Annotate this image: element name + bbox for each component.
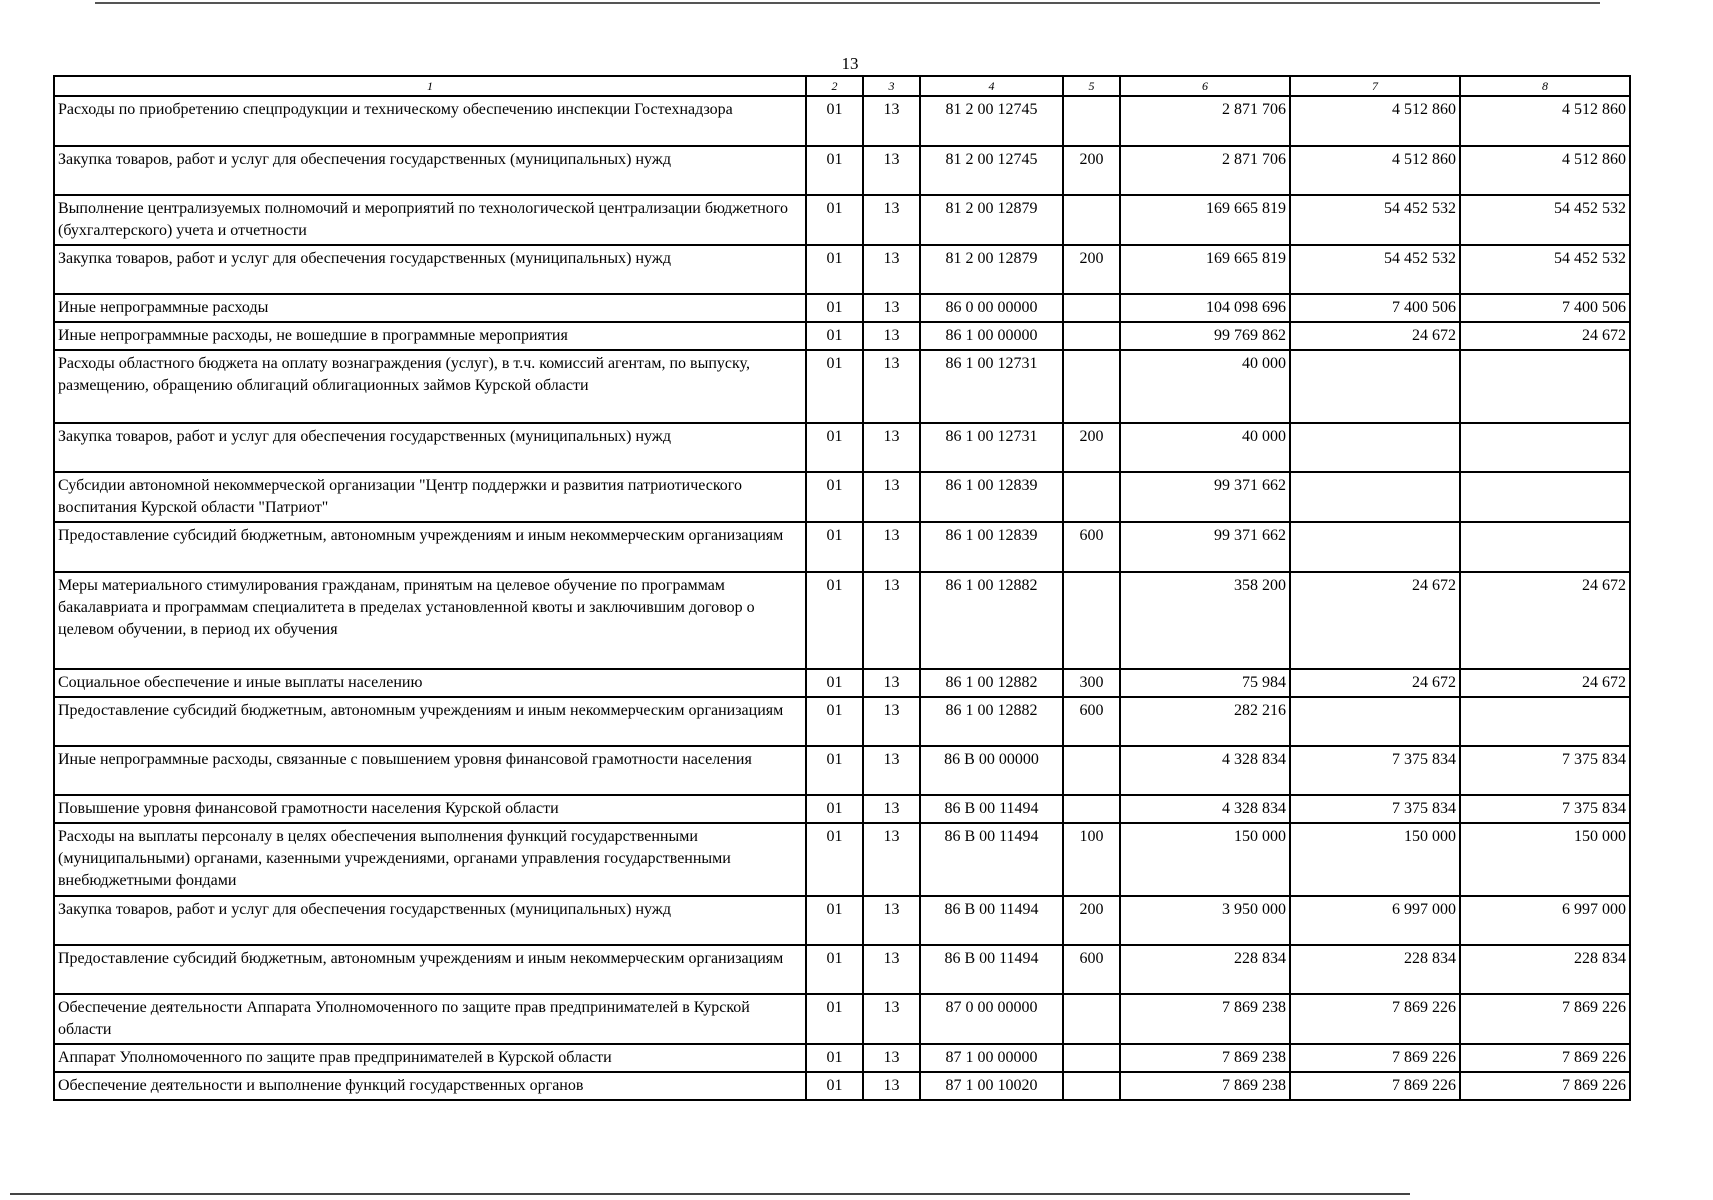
row-name: Предоставление субсидий бюджетным, автономным учреждениям и иным некоммерческим организациям bbox=[54, 522, 806, 572]
amount-year-1: 75 984 bbox=[1120, 669, 1290, 697]
amount-year-3: 7 869 226 bbox=[1460, 994, 1630, 1044]
amount-year-2: 228 834 bbox=[1290, 945, 1460, 994]
target-article-code: 87 0 00 00000 bbox=[920, 994, 1063, 1044]
subsection-code: 13 bbox=[863, 472, 920, 522]
section-code: 01 bbox=[806, 472, 863, 522]
section-code: 01 bbox=[806, 245, 863, 294]
column-header: 2 bbox=[806, 76, 863, 96]
amount-year-3: 7 400 506 bbox=[1460, 294, 1630, 322]
amount-year-1: 7 869 238 bbox=[1120, 1044, 1290, 1072]
amount-year-2: 7 375 834 bbox=[1290, 795, 1460, 823]
amount-year-3: 7 375 834 bbox=[1460, 795, 1630, 823]
row-name: Предоставление субсидий бюджетным, автономным учреждениям и иным некоммерческим организациям bbox=[54, 945, 806, 994]
amount-year-1: 3 950 000 bbox=[1120, 896, 1290, 945]
subsection-code: 13 bbox=[863, 896, 920, 945]
amount-year-3 bbox=[1460, 423, 1630, 472]
amount-year-3: 54 452 532 bbox=[1460, 245, 1630, 294]
expense-type-code bbox=[1063, 195, 1120, 245]
column-header: 8 bbox=[1460, 76, 1630, 96]
row-name: Закупка товаров, работ и услуг для обеспечения государственных (муниципальных) нужд bbox=[54, 146, 806, 195]
amount-year-1: 228 834 bbox=[1120, 945, 1290, 994]
amount-year-2: 6 997 000 bbox=[1290, 896, 1460, 945]
row-name: Аппарат Уполномоченного по защите прав предпринимателей в Курской области bbox=[54, 1044, 806, 1072]
expense-type-code bbox=[1063, 795, 1120, 823]
row-name: Меры материального стимулирования гражданам, принятым на целевое обучение по программам бакалавриата и программам специалитета в пределах установленной квоты и заключившим договор о целевом обучении, в период их обучения bbox=[54, 572, 806, 669]
target-article-code: 87 1 00 10020 bbox=[920, 1072, 1063, 1100]
target-article-code: 86 В 00 11494 bbox=[920, 823, 1063, 896]
section-code: 01 bbox=[806, 669, 863, 697]
expense-type-code: 600 bbox=[1063, 697, 1120, 746]
amount-year-3 bbox=[1460, 350, 1630, 423]
target-article-code: 86 1 00 12839 bbox=[920, 522, 1063, 572]
subsection-code: 13 bbox=[863, 245, 920, 294]
scan-edge-line-bottom bbox=[10, 1193, 1410, 1195]
subsection-code: 13 bbox=[863, 423, 920, 472]
amount-year-3 bbox=[1460, 472, 1630, 522]
row-name: Предоставление субсидий бюджетным, автономным учреждениям и иным некоммерческим организациям bbox=[54, 697, 806, 746]
amount-year-2 bbox=[1290, 423, 1460, 472]
expense-type-code: 200 bbox=[1063, 896, 1120, 945]
row-name: Субсидии автономной некоммерческой организации "Центр поддержки и развития патриотического воспитания Курской области "Патриот" bbox=[54, 472, 806, 522]
amount-year-1: 169 665 819 bbox=[1120, 195, 1290, 245]
amount-year-3: 7 869 226 bbox=[1460, 1044, 1630, 1072]
table-row bbox=[54, 823, 1630, 896]
expense-type-code: 200 bbox=[1063, 423, 1120, 472]
section-code: 01 bbox=[806, 994, 863, 1044]
expense-type-code bbox=[1063, 746, 1120, 795]
amount-year-1: 4 328 834 bbox=[1120, 746, 1290, 795]
subsection-code: 13 bbox=[863, 1044, 920, 1072]
section-code: 01 bbox=[806, 795, 863, 823]
table-row bbox=[54, 245, 1630, 294]
table-row bbox=[54, 322, 1630, 350]
subsection-code: 13 bbox=[863, 746, 920, 795]
amount-year-2: 7 869 226 bbox=[1290, 1044, 1460, 1072]
amount-year-2: 7 869 226 bbox=[1290, 1072, 1460, 1100]
subsection-code: 13 bbox=[863, 146, 920, 195]
amount-year-2: 54 452 532 bbox=[1290, 245, 1460, 294]
expense-type-code: 100 bbox=[1063, 823, 1120, 896]
table-row bbox=[54, 669, 1630, 697]
row-name: Обеспечение деятельности Аппарата Уполномоченного по защите прав предпринимателей в Курской области bbox=[54, 994, 806, 1044]
expense-type-code bbox=[1063, 472, 1120, 522]
amount-year-3: 54 452 532 bbox=[1460, 195, 1630, 245]
table-row bbox=[54, 96, 1630, 146]
row-name: Обеспечение деятельности и выполнение функций государственных органов bbox=[54, 1072, 806, 1100]
amount-year-1: 2 871 706 bbox=[1120, 146, 1290, 195]
subsection-code: 13 bbox=[863, 96, 920, 146]
amount-year-2: 24 672 bbox=[1290, 322, 1460, 350]
row-name: Расходы на выплаты персоналу в целях обеспечения выполнения функций государственными (муниципальными) органами, казенными учреждениями, органами управления государственными внебюджетными фондами bbox=[54, 823, 806, 896]
target-article-code: 86 1 00 12731 bbox=[920, 423, 1063, 472]
table-row bbox=[54, 994, 1630, 1044]
table-row bbox=[54, 572, 1630, 669]
column-header: 7 bbox=[1290, 76, 1460, 96]
amount-year-1: 40 000 bbox=[1120, 350, 1290, 423]
amount-year-1: 282 216 bbox=[1120, 697, 1290, 746]
column-header: 3 bbox=[863, 76, 920, 96]
section-code: 01 bbox=[806, 322, 863, 350]
amount-year-2: 7 375 834 bbox=[1290, 746, 1460, 795]
expense-type-code bbox=[1063, 322, 1120, 350]
section-code: 01 bbox=[806, 294, 863, 322]
row-name: Иные непрограммные расходы, не вошедшие в программные мероприятия bbox=[54, 322, 806, 350]
table-row bbox=[54, 350, 1630, 423]
amount-year-1: 99 371 662 bbox=[1120, 522, 1290, 572]
section-code: 01 bbox=[806, 1044, 863, 1072]
section-code: 01 bbox=[806, 945, 863, 994]
amount-year-3 bbox=[1460, 522, 1630, 572]
expense-type-code: 600 bbox=[1063, 945, 1120, 994]
row-name: Повышение уровня финансовой грамотности населения Курской области bbox=[54, 795, 806, 823]
amount-year-1: 2 871 706 bbox=[1120, 96, 1290, 146]
table-row bbox=[54, 195, 1630, 245]
amount-year-2: 24 672 bbox=[1290, 669, 1460, 697]
amount-year-2 bbox=[1290, 350, 1460, 423]
subsection-code: 13 bbox=[863, 669, 920, 697]
row-name: Закупка товаров, работ и услуг для обеспечения государственных (муниципальных) нужд bbox=[54, 896, 806, 945]
scan-edge-line-top bbox=[95, 2, 1600, 4]
table-row bbox=[54, 795, 1630, 823]
subsection-code: 13 bbox=[863, 994, 920, 1044]
subsection-code: 13 bbox=[863, 294, 920, 322]
amount-year-3: 150 000 bbox=[1460, 823, 1630, 896]
row-name: Расходы областного бюджета на оплату вознаграждения (услуг), в т.ч. комиссий агентам, по выпуску, размещению, обращению облигаций облигационных займов Курской области bbox=[54, 350, 806, 423]
amount-year-3: 24 672 bbox=[1460, 322, 1630, 350]
amount-year-2 bbox=[1290, 522, 1460, 572]
expense-type-code bbox=[1063, 1072, 1120, 1100]
amount-year-2: 54 452 532 bbox=[1290, 195, 1460, 245]
amount-year-1: 150 000 bbox=[1120, 823, 1290, 896]
table-body bbox=[54, 96, 1630, 1100]
table-row bbox=[54, 1044, 1630, 1072]
section-code: 01 bbox=[806, 746, 863, 795]
subsection-code: 13 bbox=[863, 572, 920, 669]
amount-year-3: 7 869 226 bbox=[1460, 1072, 1630, 1100]
amount-year-2: 4 512 860 bbox=[1290, 146, 1460, 195]
expense-type-code: 200 bbox=[1063, 245, 1120, 294]
amount-year-2 bbox=[1290, 472, 1460, 522]
subsection-code: 13 bbox=[863, 195, 920, 245]
section-code: 01 bbox=[806, 572, 863, 669]
amount-year-2 bbox=[1290, 697, 1460, 746]
column-number-row bbox=[54, 76, 1630, 96]
subsection-code: 13 bbox=[863, 322, 920, 350]
table-row bbox=[54, 697, 1630, 746]
subsection-code: 13 bbox=[863, 697, 920, 746]
column-header: 6 bbox=[1120, 76, 1290, 96]
expense-type-code bbox=[1063, 994, 1120, 1044]
table-row bbox=[54, 423, 1630, 472]
section-code: 01 bbox=[806, 896, 863, 945]
amount-year-3: 4 512 860 bbox=[1460, 146, 1630, 195]
subsection-code: 13 bbox=[863, 1072, 920, 1100]
section-code: 01 bbox=[806, 146, 863, 195]
column-header: 5 bbox=[1063, 76, 1120, 96]
expense-type-code: 600 bbox=[1063, 522, 1120, 572]
amount-year-3: 7 375 834 bbox=[1460, 746, 1630, 795]
amount-year-1: 40 000 bbox=[1120, 423, 1290, 472]
amount-year-3 bbox=[1460, 697, 1630, 746]
table-row bbox=[54, 945, 1630, 994]
row-name: Закупка товаров, работ и услуг для обеспечения государственных (муниципальных) нужд bbox=[54, 245, 806, 294]
table-row bbox=[54, 746, 1630, 795]
amount-year-1: 7 869 238 bbox=[1120, 994, 1290, 1044]
target-article-code: 86 1 00 12731 bbox=[920, 350, 1063, 423]
amount-year-1: 4 328 834 bbox=[1120, 795, 1290, 823]
table-row bbox=[54, 1072, 1630, 1100]
target-article-code: 86 1 00 12882 bbox=[920, 572, 1063, 669]
amount-year-1: 169 665 819 bbox=[1120, 245, 1290, 294]
amount-year-3: 24 672 bbox=[1460, 572, 1630, 669]
row-name: Расходы по приобретению спецпродукции и техническому обеспечению инспекции Гостехнадзора bbox=[54, 96, 806, 146]
row-name: Иные непрограммные расходы, связанные с повышением уровня финансовой грамотности населения bbox=[54, 746, 806, 795]
target-article-code: 86 В 00 11494 bbox=[920, 896, 1063, 945]
section-code: 01 bbox=[806, 423, 863, 472]
amount-year-2: 24 672 bbox=[1290, 572, 1460, 669]
section-code: 01 bbox=[806, 350, 863, 423]
table-row bbox=[54, 294, 1630, 322]
row-name: Выполнение централизуемых полномочий и мероприятий по технологической централизации бюджетного (бухгалтерского) учета и отчетности bbox=[54, 195, 806, 245]
subsection-code: 13 bbox=[863, 945, 920, 994]
target-article-code: 86 В 00 11494 bbox=[920, 795, 1063, 823]
amount-year-2: 7 400 506 bbox=[1290, 294, 1460, 322]
amount-year-1: 99 769 862 bbox=[1120, 322, 1290, 350]
amount-year-3: 4 512 860 bbox=[1460, 96, 1630, 146]
table-row bbox=[54, 472, 1630, 522]
section-code: 01 bbox=[806, 823, 863, 896]
amount-year-1: 104 098 696 bbox=[1120, 294, 1290, 322]
target-article-code: 86 В 00 11494 bbox=[920, 945, 1063, 994]
expense-type-code bbox=[1063, 572, 1120, 669]
budget-table bbox=[53, 75, 1631, 1101]
amount-year-1: 7 869 238 bbox=[1120, 1072, 1290, 1100]
table-row bbox=[54, 146, 1630, 195]
target-article-code: 81 2 00 12879 bbox=[920, 195, 1063, 245]
target-article-code: 86 1 00 12839 bbox=[920, 472, 1063, 522]
column-header: 4 bbox=[920, 76, 1063, 96]
expense-type-code: 300 bbox=[1063, 669, 1120, 697]
target-article-code: 86 0 00 00000 bbox=[920, 294, 1063, 322]
table-row bbox=[54, 522, 1630, 572]
amount-year-1: 99 371 662 bbox=[1120, 472, 1290, 522]
target-article-code: 86 1 00 12882 bbox=[920, 669, 1063, 697]
expense-type-code bbox=[1063, 350, 1120, 423]
page-number: 13 bbox=[841, 54, 859, 73]
expense-type-code bbox=[1063, 294, 1120, 322]
target-article-code: 86 1 00 12882 bbox=[920, 697, 1063, 746]
subsection-code: 13 bbox=[863, 522, 920, 572]
amount-year-3: 24 672 bbox=[1460, 669, 1630, 697]
section-code: 01 bbox=[806, 195, 863, 245]
target-article-code: 87 1 00 00000 bbox=[920, 1044, 1063, 1072]
row-name: Иные непрограммные расходы bbox=[54, 294, 806, 322]
amount-year-3: 6 997 000 bbox=[1460, 896, 1630, 945]
amount-year-2: 7 869 226 bbox=[1290, 994, 1460, 1044]
amount-year-3: 228 834 bbox=[1460, 945, 1630, 994]
target-article-code: 86 В 00 00000 bbox=[920, 746, 1063, 795]
table-row bbox=[54, 896, 1630, 945]
target-article-code: 86 1 00 00000 bbox=[920, 322, 1063, 350]
section-code: 01 bbox=[806, 1072, 863, 1100]
expense-type-code: 200 bbox=[1063, 146, 1120, 195]
amount-year-2: 150 000 bbox=[1290, 823, 1460, 896]
section-code: 01 bbox=[806, 96, 863, 146]
column-header: 1 bbox=[54, 76, 806, 96]
section-code: 01 bbox=[806, 522, 863, 572]
expense-type-code bbox=[1063, 96, 1120, 146]
subsection-code: 13 bbox=[863, 795, 920, 823]
row-name: Закупка товаров, работ и услуг для обеспечения государственных (муниципальных) нужд bbox=[54, 423, 806, 472]
target-article-code: 81 2 00 12745 bbox=[920, 146, 1063, 195]
target-article-code: 81 2 00 12879 bbox=[920, 245, 1063, 294]
expense-type-code bbox=[1063, 1044, 1120, 1072]
row-name: Социальное обеспечение и иные выплаты населению bbox=[54, 669, 806, 697]
amount-year-2: 4 512 860 bbox=[1290, 96, 1460, 146]
section-code: 01 bbox=[806, 697, 863, 746]
amount-year-1: 358 200 bbox=[1120, 572, 1290, 669]
target-article-code: 81 2 00 12745 bbox=[920, 96, 1063, 146]
subsection-code: 13 bbox=[863, 350, 920, 423]
subsection-code: 13 bbox=[863, 823, 920, 896]
